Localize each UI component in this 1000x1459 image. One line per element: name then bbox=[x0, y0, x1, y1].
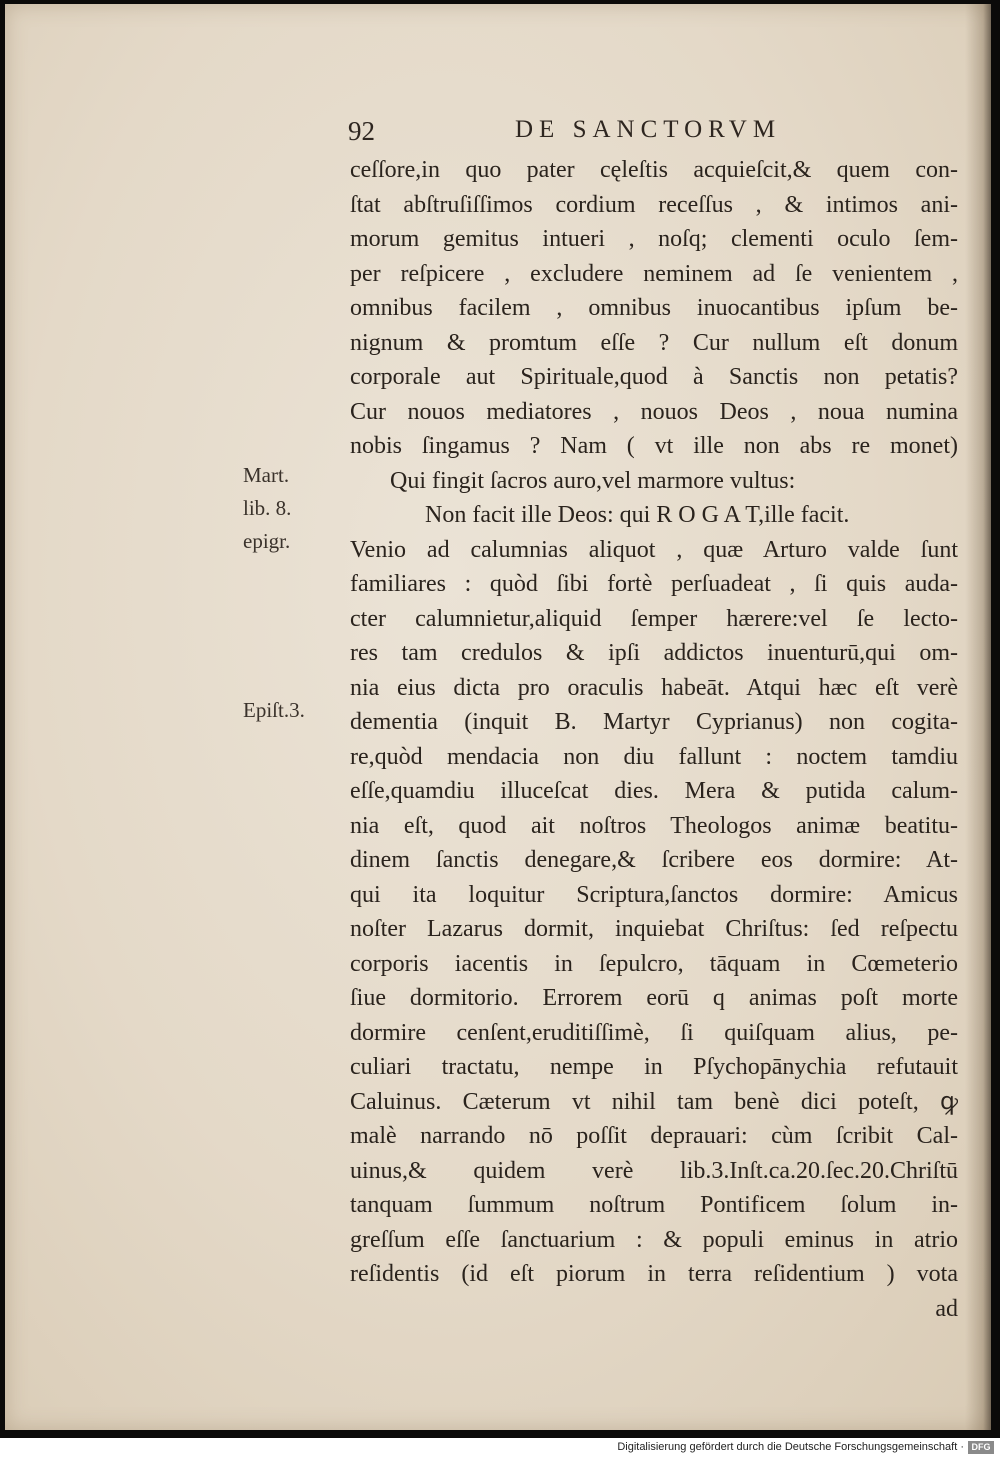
text-line: omnibus facilem , omnibus inuocantibus ipſum be- bbox=[350, 295, 958, 321]
text-line: nia eius dicta pro oraculis habeāt. Atqui hæc eſt verè bbox=[350, 674, 958, 701]
text-line: res tam credulos & ipſi addictos inuenturū,qui om- bbox=[350, 640, 958, 666]
page-number: 92 bbox=[348, 116, 375, 146]
margin-note-line: epigr. bbox=[243, 529, 291, 553]
text-line: Cur nouos mediatores , nouos Deos , noua numina bbox=[350, 398, 958, 425]
page-header bbox=[340, 116, 940, 150]
page-fold-shadow bbox=[965, 4, 991, 1430]
text-line: nobis ſingamus ? Nam ( vt ille non abs re monet) bbox=[350, 433, 958, 459]
verse-line: Non facit ille Deos: qui R O G A T,ille facit. bbox=[425, 502, 850, 528]
text-line: morum gemitus intueri , noſq; clementi oculo ſem- bbox=[350, 226, 958, 252]
text-line: nignum & promtum eſſe ? Cur nullum eſt donum bbox=[350, 329, 958, 356]
text-line: culiari tractatu, nempe in Pſychopānychia refutauit bbox=[350, 1054, 958, 1080]
text-line: dementia (inquit B. Martyr Cyprianus) non cogita- bbox=[350, 709, 958, 735]
text-line: nia eſt, quod ait noſtros Theologos animæ beatitu- bbox=[350, 812, 958, 839]
footer-credit: Digitalisierung gefördert durch die Deutsche Forschungsgemeinschaft · bbox=[617, 1441, 964, 1453]
running-head: DE SANCTORVM bbox=[515, 116, 782, 143]
text-line: greſſum eſſe ſanctuarium : & populi eminus in atrio bbox=[350, 1226, 958, 1253]
text-line: re,quòd mendacia non diu fallunt : noctem tamdiu bbox=[350, 743, 958, 770]
digitization-footer bbox=[0, 1438, 1000, 1459]
text-line: uinus,& quidem verè lib.3.Inſt.ca.20.ſec.20.Chriſtū bbox=[350, 1157, 958, 1184]
margin-note-line: lib. 8. bbox=[243, 496, 292, 520]
text-line: familiares : quòd ſibi fortè perſuadeat , ſi quis auda- bbox=[350, 571, 958, 597]
text-line: per reſpicere , excludere neminem ad ſe venientem , bbox=[350, 260, 958, 287]
text-line: corporis iacentis in ſepulcro, tāquam in Cœmeterio bbox=[350, 950, 958, 977]
text-line: dinem ſanctis denegare,& ſcribere eos dormire: At- bbox=[350, 847, 958, 873]
text-line: ſiue dormitorio. Errorem eorū q animas poſt morte bbox=[350, 985, 958, 1011]
text-line: eſſe,quamdiu illuceſcat dies. Mera & putida calum- bbox=[350, 778, 958, 804]
margin-note-epist: Epiſt.3. bbox=[243, 698, 305, 722]
verse-line: Qui fingit ſacros auro,vel marmore vultus: bbox=[390, 467, 796, 494]
text-line: ceſſore,in quo pater cęleſtis acquieſcit,& quem con- bbox=[350, 157, 958, 183]
body-text bbox=[350, 153, 958, 1326]
text-line: ſtat abſtruſiſſimos cordium receſſus , & intimos ani- bbox=[350, 191, 958, 218]
text-line: Venio ad calumnias aliquot , quæ Arturo valde ſunt bbox=[350, 536, 958, 563]
text-line: Caluinus. Cæterum vt nihil tam benè dici poteſt, ꝙ bbox=[350, 1088, 958, 1115]
dfg-logo-icon: DFG bbox=[968, 1441, 994, 1454]
margin-note-line: Mart. bbox=[243, 463, 290, 487]
scanned-page bbox=[5, 4, 991, 1430]
margin-note-martial bbox=[243, 459, 291, 558]
text-line: dormire cenſent,eruditiſſimè, ſi quiſquam alius, pe- bbox=[350, 1019, 958, 1046]
text-line: malè narrando nō poſſit deprauari: cùm ſcribit Cal- bbox=[350, 1123, 958, 1149]
text-line: cter calumnietur,aliquid ſemper hærere:vel ſe lecto- bbox=[350, 605, 958, 632]
text-line: reſidentis (id eſt piorum in terra reſidentium ) vota bbox=[350, 1261, 958, 1287]
text-line: noſter Lazarus dormit, inquiebat Chriſtus: ſed reſpectu bbox=[350, 916, 958, 942]
text-line: corporale aut Spirituale,quod à Sanctis non petatis? bbox=[350, 364, 958, 390]
text-line: qui ita loquitur Scriptura,ſanctos dormire: Amicus bbox=[350, 881, 958, 908]
catchword: ad bbox=[935, 1295, 958, 1322]
text-line: tanquam ſummum noſtrum Pontificem ſolum in- bbox=[350, 1192, 958, 1218]
